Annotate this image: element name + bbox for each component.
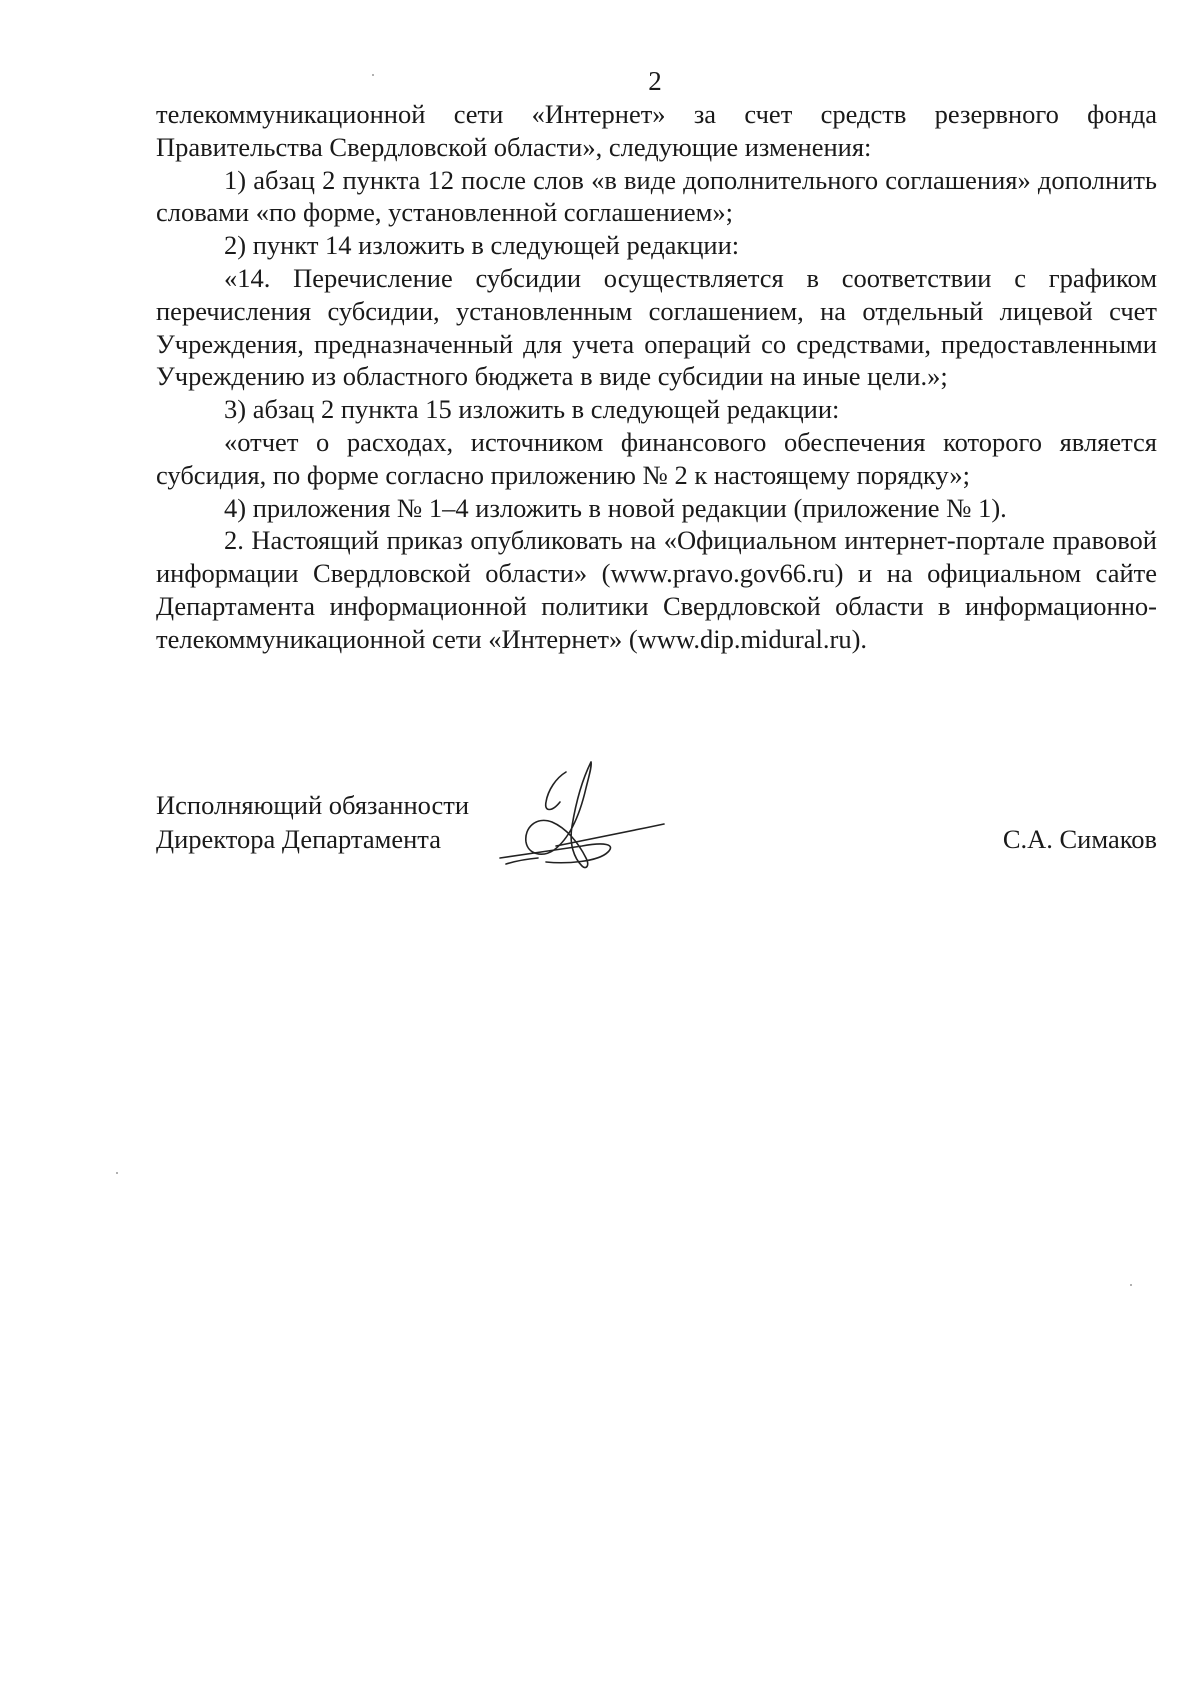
signatory-name: С.А. Симаков: [1002, 824, 1157, 854]
paragraph: 2) пункт 14 изложить в следующей редакции:: [224, 230, 740, 261]
scan-speck: [116, 1172, 118, 1174]
paragraph: «отчет о расходах, источником финансового обеспечения которого является субсидия, по форме согласно приложению № 2 к настоящему порядку»;: [156, 426, 1157, 490]
paragraph: телекоммуникационной сети «Интернет» за счет средств резервного фонда Правительства Свердловской области», следующие изменения:: [156, 99, 1157, 162]
scan-speck: [1130, 1284, 1132, 1286]
document-body: [156, 98, 1157, 656]
scan-speck: [372, 74, 374, 76]
handwritten-signature: [486, 758, 676, 878]
signature-block: [156, 788, 1157, 908]
paragraph: «14. Перечисление субсидии осуществляется в соответствии с графиком перечисления субсидии, установленным соглашением, на отдельный лицевой счет Учреждения, предназначенный для учета операций со средствами, предоставленными Учреждению из областного бюджета в виде субсидии на иные цели.»;: [156, 262, 1157, 392]
paragraph: 4) приложения № 1–4 изложить в новой редакции (приложение № 1).: [224, 492, 1007, 523]
position-line: Директора Департамента: [156, 824, 441, 854]
paragraph: 2. Настоящий приказ опубликовать на «Официальном интернет-портале правовой информации Свердловской области» (www.pravo.gov66.ru) и на официальном сайте Департамента информационной политики Свердловской области в информационно-телекоммуникационной сети «Интернет» (www.dip.midural.ru).: [156, 525, 1157, 654]
paragraph: 1) абзац 2 пункта 12 после слов «в виде дополнительного соглашения» дополнить словами «по форме, установленной соглашением»;: [156, 164, 1157, 228]
signatory-position: [156, 788, 469, 856]
paragraph: 3) абзац 2 пункта 15 изложить в следующей редакции:: [224, 394, 840, 425]
page-number: 2: [648, 66, 662, 96]
position-line: Исполняющий обязанности: [156, 790, 470, 820]
